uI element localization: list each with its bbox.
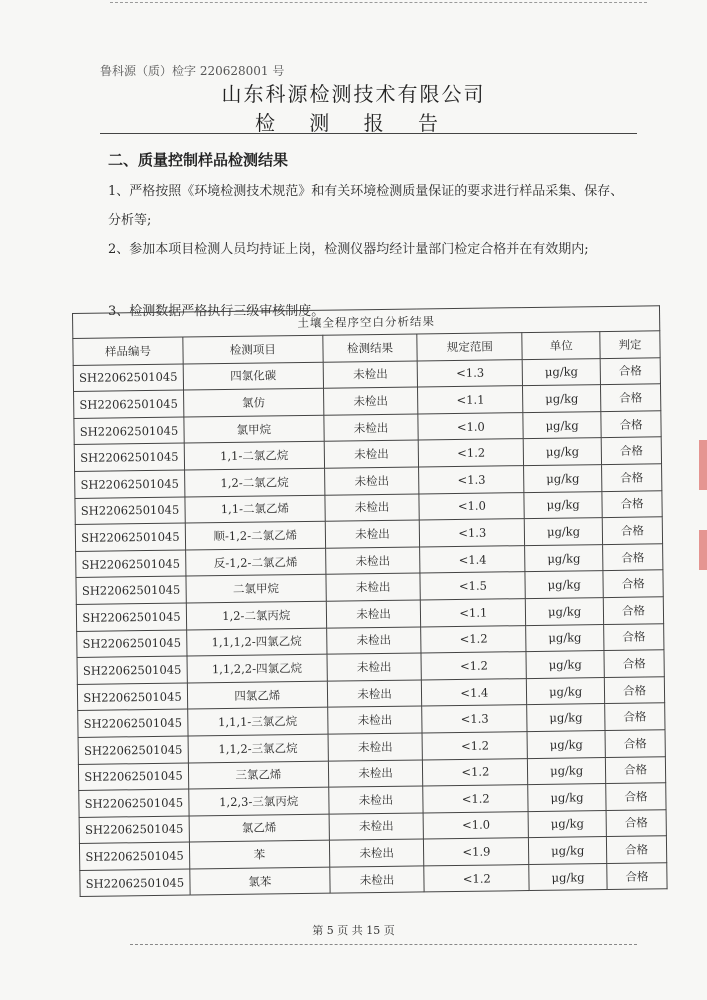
sample-id-cell: SH22062501045 <box>74 443 184 471</box>
verdict-cell: 合格 <box>607 863 667 890</box>
sample-id-cell: SH22062501045 <box>78 709 188 737</box>
unit-cell: μg/kg <box>524 465 602 493</box>
result-cell: 未检出 <box>323 361 418 389</box>
seal-edge-mark <box>699 440 707 490</box>
page-number: 第 5 页 共 15 页 <box>312 924 395 937</box>
verdict-cell: 合格 <box>602 490 662 517</box>
item-cell: 四氯化碳 <box>183 362 323 390</box>
unit-cell: μg/kg <box>525 571 603 599</box>
paragraph-1: 1、严格按照《环境检测技术规范》和有关环境检测质量保证的要求进行样品采集、保存、分析等; <box>108 184 624 228</box>
item-cell: 苯 <box>189 840 329 868</box>
item-cell: 二氯甲烷 <box>186 575 326 603</box>
verdict-cell: 合格 <box>600 357 660 384</box>
sample-id-cell: SH22062501045 <box>73 364 183 392</box>
result-cell: 未检出 <box>329 839 424 867</box>
verdict-cell: 合格 <box>603 544 663 571</box>
result-cell: 未检出 <box>324 440 419 468</box>
unit-cell: μg/kg <box>526 651 604 679</box>
result-cell: 未检出 <box>324 414 419 442</box>
column-header-result: 检测结果 <box>322 334 417 362</box>
sample-id-cell: SH22062501045 <box>80 869 190 897</box>
range-cell: <1.2 <box>424 864 529 892</box>
result-cell: 未检出 <box>326 573 421 601</box>
item-cell: 1,2,3-三氯丙烷 <box>189 787 329 815</box>
unit-cell: μg/kg <box>526 624 604 652</box>
item-cell: 1,1,2,2-四氯乙烷 <box>187 654 327 682</box>
range-cell: <1.2 <box>422 731 527 759</box>
result-cell: 未检出 <box>325 547 420 575</box>
item-cell: 1,1-二氯乙烯 <box>185 495 325 523</box>
unit-cell: μg/kg <box>528 810 606 838</box>
item-cell: 顺-1,2-二氯乙烯 <box>185 521 325 549</box>
sample-id-cell: SH22062501045 <box>74 417 184 445</box>
range-cell: <1.4 <box>420 545 525 573</box>
verdict-cell: 合格 <box>601 384 661 411</box>
unit-cell: μg/kg <box>527 704 605 732</box>
item-cell: 氯苯 <box>190 867 330 895</box>
item-cell: 三氯乙烯 <box>188 761 328 789</box>
verdict-cell: 合格 <box>603 597 663 624</box>
result-cell: 未检出 <box>329 866 424 894</box>
result-cell: 未检出 <box>325 494 420 522</box>
sample-id-cell: SH22062501045 <box>77 683 187 711</box>
range-cell: <1.2 <box>421 625 526 653</box>
unit-cell: μg/kg <box>527 730 605 758</box>
verdict-cell: 合格 <box>604 676 664 703</box>
range-cell: <1.1 <box>421 599 526 627</box>
unit-cell: μg/kg <box>529 837 607 865</box>
verdict-cell: 合格 <box>605 756 665 783</box>
verdict-cell: 合格 <box>603 570 663 597</box>
sample-id-cell: SH22062501045 <box>76 576 186 604</box>
unit-cell: μg/kg <box>527 677 605 705</box>
item-cell: 1,2-二氯丙烷 <box>186 601 326 629</box>
verdict-cell: 合格 <box>605 730 665 757</box>
sample-id-cell: SH22062501045 <box>75 497 185 525</box>
range-cell: <1.2 <box>423 785 528 813</box>
item-cell: 1,1,1-三氯乙烷 <box>188 708 328 736</box>
unit-cell: μg/kg <box>523 438 601 466</box>
range-cell: <1.3 <box>418 359 523 387</box>
sample-id-cell: SH22062501045 <box>75 523 185 551</box>
item-cell: 1,1-二氯乙烷 <box>184 442 324 470</box>
result-cell: 未检出 <box>325 520 420 548</box>
item-cell: 氯仿 <box>183 388 323 416</box>
range-cell: <1.3 <box>420 519 525 547</box>
unit-cell: μg/kg <box>526 598 604 626</box>
sample-id-cell: SH22062501045 <box>74 390 184 418</box>
item-cell: 1,2-二氯乙烷 <box>185 468 325 496</box>
range-cell: <1.5 <box>420 572 525 600</box>
range-cell: <1.0 <box>419 492 524 520</box>
column-header-sample-id: 样品编号 <box>73 337 183 365</box>
unit-cell: μg/kg <box>522 358 600 386</box>
column-header-range: 规定范围 <box>417 333 522 361</box>
verdict-cell: 合格 <box>604 650 664 677</box>
unit-cell: μg/kg <box>528 757 606 785</box>
unit-cell: μg/kg <box>529 863 607 891</box>
document-number: 鲁科源（质）检字 220628001 号 <box>100 64 285 78</box>
sample-id-cell: SH22062501045 <box>78 736 188 764</box>
top-divider <box>110 2 647 3</box>
verdict-cell: 合格 <box>605 703 665 730</box>
results-table-wrapper <box>72 305 668 897</box>
verdict-cell: 合格 <box>604 623 664 650</box>
result-cell: 未检出 <box>324 467 419 495</box>
sample-id-cell: SH22062501045 <box>79 789 189 817</box>
results-table <box>72 305 668 897</box>
unit-cell: μg/kg <box>528 784 606 812</box>
paragraph-3: 3、检测数据严格执行三级审核制度。 <box>108 304 325 319</box>
unit-cell: μg/kg <box>523 385 601 413</box>
result-cell: 未检出 <box>323 387 418 415</box>
table-caption: 土壤全程序空白分析结果 <box>73 306 660 339</box>
item-cell: 氯乙烯 <box>189 814 329 842</box>
verdict-cell: 合格 <box>607 836 667 863</box>
sample-id-cell: SH22062501045 <box>79 842 189 870</box>
result-cell: 未检出 <box>328 759 423 787</box>
item-cell: 1,1,1,2-四氯乙烷 <box>187 628 327 656</box>
unit-cell: μg/kg <box>525 544 603 572</box>
sample-id-cell: SH22062501045 <box>79 816 189 844</box>
paragraph-2: 2、参加本项目检测人员均持证上岗，检测仪器均经计量部门检定合格并在有效期内; <box>108 242 589 257</box>
verdict-cell: 合格 <box>606 783 666 810</box>
column-header-verdict: 判定 <box>600 331 660 358</box>
verdict-cell: 合格 <box>606 809 666 836</box>
range-cell: <1.1 <box>418 386 523 414</box>
range-cell: <1.0 <box>418 412 523 440</box>
item-cell: 1,1,2-三氯乙烷 <box>188 734 328 762</box>
sample-id-cell: SH22062501045 <box>77 656 187 684</box>
range-cell: <1.2 <box>423 758 528 786</box>
footer-divider <box>130 944 637 945</box>
table-body <box>73 357 667 897</box>
verdict-cell: 合格 <box>601 411 661 438</box>
result-cell: 未检出 <box>326 626 421 654</box>
range-cell: <1.2 <box>419 439 524 467</box>
result-cell: 未检出 <box>327 680 422 708</box>
sample-id-cell: SH22062501045 <box>75 470 185 498</box>
sample-id-cell: SH22062501045 <box>78 763 188 791</box>
range-cell: <1.4 <box>422 678 527 706</box>
item-cell: 氯甲烷 <box>184 415 324 443</box>
item-cell: 反-1,2-二氯乙烯 <box>186 548 326 576</box>
verdict-cell: 合格 <box>601 437 661 464</box>
result-cell: 未检出 <box>327 653 422 681</box>
header-divider <box>100 133 637 134</box>
report-title: 检 测 报 告 <box>254 111 453 135</box>
range-cell: <1.2 <box>421 652 526 680</box>
range-cell: <1.3 <box>422 705 527 733</box>
range-cell: <1.0 <box>424 811 529 839</box>
sample-id-cell: SH22062501045 <box>76 603 186 631</box>
item-cell: 四氯乙烯 <box>187 681 327 709</box>
verdict-cell: 合格 <box>602 517 662 544</box>
result-cell: 未检出 <box>329 813 424 841</box>
column-header-unit: 单位 <box>522 332 600 360</box>
column-header-item: 检测项目 <box>183 335 323 363</box>
seal-edge-mark <box>699 530 707 570</box>
range-cell: <1.9 <box>424 838 529 866</box>
verdict-cell: 合格 <box>602 464 662 491</box>
sample-id-cell: SH22062501045 <box>76 550 186 578</box>
sample-id-cell: SH22062501045 <box>77 630 187 658</box>
section-heading: 二、质量控制样品检测结果 <box>108 151 289 169</box>
result-cell: 未检出 <box>328 786 423 814</box>
unit-cell: μg/kg <box>524 491 602 519</box>
unit-cell: μg/kg <box>524 518 602 546</box>
result-cell: 未检出 <box>326 600 421 628</box>
result-cell: 未检出 <box>328 733 423 761</box>
company-name: 山东科源检测技术有限公司 <box>221 82 486 106</box>
result-cell: 未检出 <box>327 706 422 734</box>
unit-cell: μg/kg <box>523 411 601 439</box>
range-cell: <1.3 <box>419 466 524 494</box>
